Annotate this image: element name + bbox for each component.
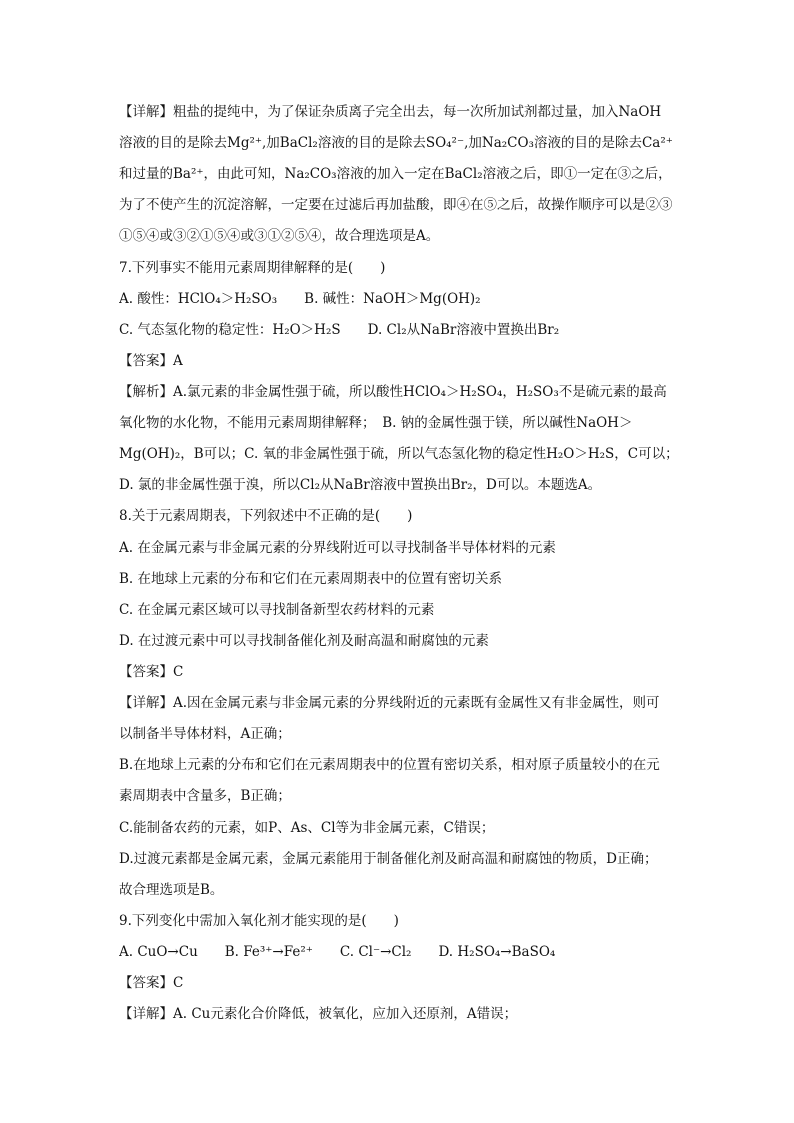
text-line: 故合理选项是B。 (119, 882, 224, 898)
text-line: 【解析】A.氯元素的非金属性强于硫，所以酸性HClO₄＞H₂SO₄，H₂SO₃不是硫元素的最高 (119, 384, 667, 400)
text-line: 和过量的Ba²⁺，由此可知，Na₂CO₃溶液的加入一定在BaCl₂溶液之后，即①一定在③之后， (119, 166, 672, 182)
text-line: 为了不使产生的沉淀溶解，一定要在过滤后再加盐酸，即④在⑤之后，故操作顺序可以是②③ (119, 197, 673, 213)
text-line: B.在地球上元素的分布和它们在元素周期表中的位置有密切关系，相对原子质量较小的在元 (119, 757, 660, 773)
text-line: D. 氯的非金属性强于溴，所以Cl₂从NaBr溶液中置换出Br₂，D可以。本题选A。 (119, 477, 602, 493)
text-line: 素周期表中含量多，B正确； (119, 788, 291, 804)
text-line: 【详解】粗盐的提纯中，为了保证杂质离子完全出去，每一次所加试剂都过量，加入NaOH (119, 104, 662, 120)
question-title: 7.下列事实不能用元素周期律解释的是( ) (119, 260, 386, 276)
option-line: A. CuO→Cu B. Fe³⁺→Fe²⁺ C. Cl⁻→Cl₂ D. H₂SO₄→BaSO₄ (119, 944, 556, 960)
text-line: C.能制备农药的元素，如P、As、Cl等为非金属元素，C错误； (119, 820, 495, 836)
text-line: 氧化物的水化物，不能用元素周期律解释； B. 钠的金属性强于镁，所以碱性NaOH＞ (119, 415, 633, 431)
text-line: Mg(OH)₂，B可以；C. 氧的非金属性强于硫，所以气态氢化物的稳定性H₂O＞H₂S，C可以； (119, 446, 679, 462)
question-title: 8.关于元素周期表，下列叙述中不正确的是( ) (119, 508, 413, 524)
option-line: C. 气态氢化物的稳定性：H₂O＞H₂S D. Cl₂从NaBr溶液中置换出Br₂ (119, 322, 560, 338)
option-line: D. 在过渡元素中可以寻找制备催化剂及耐高温和耐腐蚀的元素 (119, 633, 489, 649)
answer-label: 【答案】A (119, 353, 183, 369)
option-line: A. 在金属元素与非金属元素的分界线附近可以寻找制备半导体材料的元素 (119, 540, 556, 556)
text-line: 溶液的目的是除去Mg²⁺,加BaCl₂溶液的目的是除去SO₄²⁻,加Na₂CO₃溶液的目的是除去Ca²⁺ (119, 135, 673, 151)
question-title: 9.下列变化中需加入氧化剂才能实现的是( ) (119, 913, 399, 929)
option-line: B. 在地球上元素的分布和它们在元素周期表中的位置有密切关系 (119, 571, 503, 587)
text-line: 以制备半导体材料，A正确； (119, 726, 291, 742)
answer-label: 【答案】C (119, 664, 184, 680)
text-line: 【详解】A. Cu元素化合价降低，被氧化，应加入还原剂，A错误； (119, 1006, 518, 1022)
option-line: C. 在金属元素区域可以寻找制备新型农药材料的元素 (119, 602, 435, 618)
text-line: ①⑤④或③②①⑤④或③①②⑤④，故合理选项是A。 (119, 228, 440, 244)
text-line: 【详解】A.因在金属元素与非金属元素的分界线附近的元素既有金属性又有非金属性，则可 (119, 695, 660, 711)
text-line: D.过渡元素都是金属元素，金属元素能用于制备催化剂及耐高温和耐腐蚀的物质，D正确； (119, 851, 658, 867)
option-line: A. 酸性：HClO₄＞H₂SO₃ B. 碱性：NaOH＞Mg(OH)₂ (119, 291, 481, 307)
answer-label: 【答案】C (119, 975, 184, 991)
